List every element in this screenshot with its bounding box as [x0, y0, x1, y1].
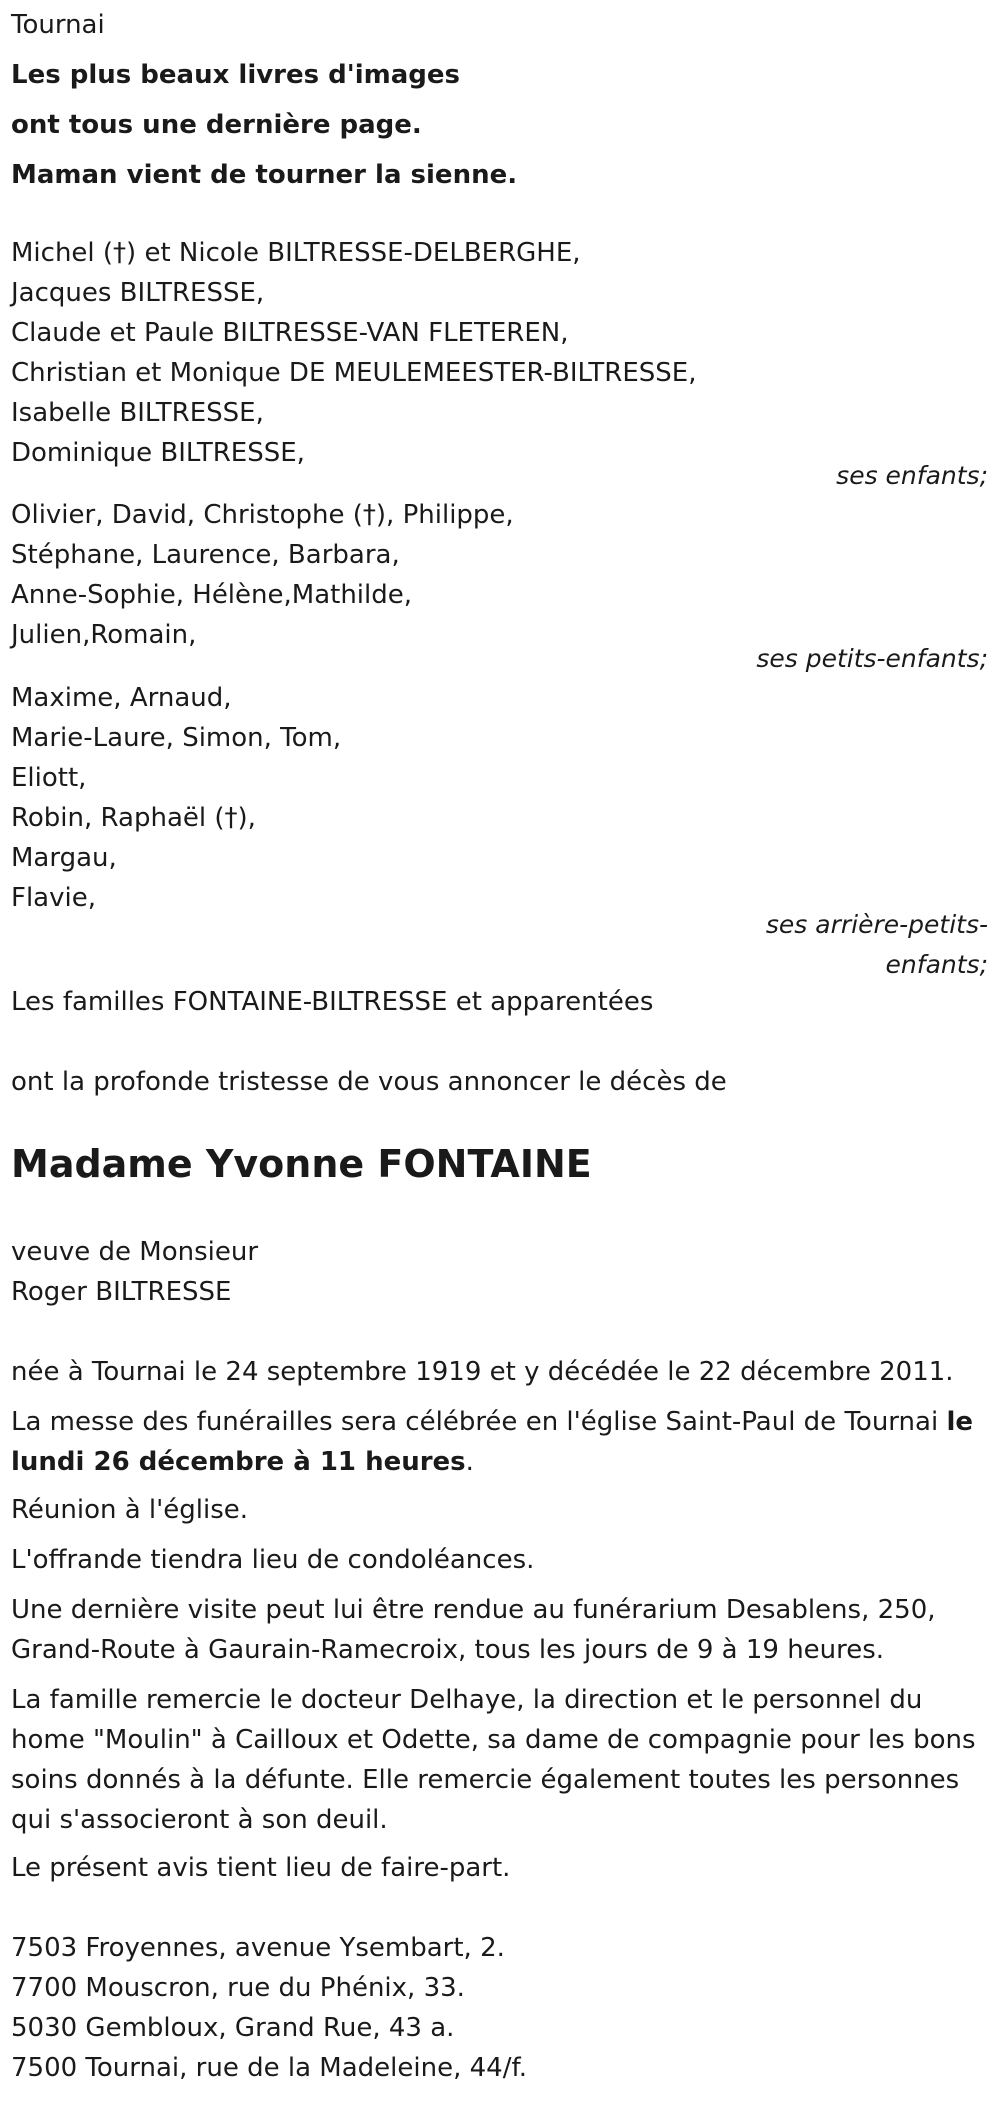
children-item: Claude et Paule BILTRESSE-VAN FLETEREN, — [11, 318, 569, 348]
address-item: 7500 Tournai, rue de la Madeleine, 44/f. — [11, 2053, 527, 2083]
children-item: Dominique BILTRESSE, — [11, 438, 305, 468]
announcement-line: ont la profonde tristesse de vous annoncer le décès de — [11, 1067, 727, 1097]
epigraph-line: ont tous une dernière page. — [11, 110, 422, 140]
funeral-date: le lundi 26 décembre à 11 heures — [11, 1407, 973, 1477]
families-line: Les familles FONTAINE-BILTRESSE et apparentées — [11, 987, 654, 1017]
funeral-text: La messe des funérailles sera célébrée en l'église Saint-Paul de Tournai — [11, 1407, 939, 1437]
thanks-paragraph: La famille remercie le docteur Delhaye, la direction et le personnel du home "Moulin" à Cailloux et Odette, sa dame de compagnie pour les bons soins donnés à la défunte. Elle remercie également toutes les personnes qui s'associeront à son deuil. — [11, 1685, 976, 1835]
great-grandchildren-item: Margau, — [11, 843, 117, 873]
address-item: 7503 Froyennes, avenue Ysembart, 2. — [11, 1933, 505, 1963]
meeting-line: Réunion à l'église. — [11, 1495, 249, 1525]
address-item: 5030 Gembloux, Grand Rue, 43 a. — [11, 2013, 455, 2043]
deceased-name: Madame Yvonne FONTAINE — [11, 1142, 592, 1186]
grandchildren-item: Stéphane, Laurence, Barbara, — [11, 540, 400, 570]
epigraph-line: Les plus beaux livres d'images — [11, 60, 461, 90]
birth-death-line: née à Tournai le 24 septembre 1919 et y décédée le 22 décembre 2011. — [11, 1357, 954, 1387]
grandchildren-item: Olivier, David, Christophe (†), Philippe, — [11, 500, 514, 530]
grandchildren-item: Julien,Romain, — [11, 620, 197, 650]
great-grandchildren-item: Flavie, — [11, 883, 96, 913]
notice-line: Le présent avis tient lieu de faire-part. — [11, 1853, 511, 1883]
grandchildren-item: Anne-Sophie, Hélène,Mathilde, — [11, 580, 413, 610]
funeral-end: . — [465, 1447, 474, 1477]
great-grandchildren-item: Eliott, — [11, 763, 87, 793]
widow-of — [11, 1232, 991, 1312]
great-grandchildren-item: Maxime, Arnaud, — [11, 683, 232, 713]
great-grandchildren-item: Robin, Raphaël (†), — [11, 803, 256, 833]
great-grandchildren-list — [11, 678, 991, 918]
children-item: Jacques BILTRESSE, — [11, 278, 265, 308]
grandchildren-list — [11, 495, 991, 655]
great-grandchildren-item: Marie-Laure, Simon, Tom, — [11, 723, 342, 753]
children-role: ses enfants; — [836, 461, 988, 490]
addresses-list — [11, 1928, 991, 2088]
children-item: Isabelle BILTRESSE, — [11, 398, 264, 428]
grandchildren-role: ses petits-enfants; — [756, 644, 988, 673]
visit-paragraph: Une dernière visite peut lui être rendue au funérarium Desablens, 250, Grand-Route à Gaurain-Ramecroix, tous les jours de 9 à 19 heures. — [11, 1595, 936, 1665]
epigraph — [11, 55, 991, 205]
place-label: Tournai — [11, 10, 105, 40]
address-item: 7700 Mouscron, rue du Phénix, 33. — [11, 1973, 465, 2003]
children-item: Michel (†) et Nicole BILTRESSE-DELBERGHE, — [11, 238, 581, 268]
great-grandchildren-role-line: enfants; — [885, 950, 988, 979]
great-grandchildren-role — [766, 905, 988, 985]
funeral-paragraph — [11, 1402, 991, 1482]
widow-of-line: veuve de Monsieur — [11, 1237, 259, 1267]
children-item: Christian et Monique DE MEULEMEESTER-BILTRESSE, — [11, 358, 697, 388]
children-list — [11, 233, 991, 473]
epigraph-line: Maman vient de tourner la sienne. — [11, 160, 518, 190]
great-grandchildren-role-line: ses arrière-petits- — [765, 910, 988, 939]
widow-of-line: Roger BILTRESSE — [11, 1277, 232, 1307]
offering-line: L'offrande tiendra lieu de condoléances. — [11, 1545, 535, 1575]
